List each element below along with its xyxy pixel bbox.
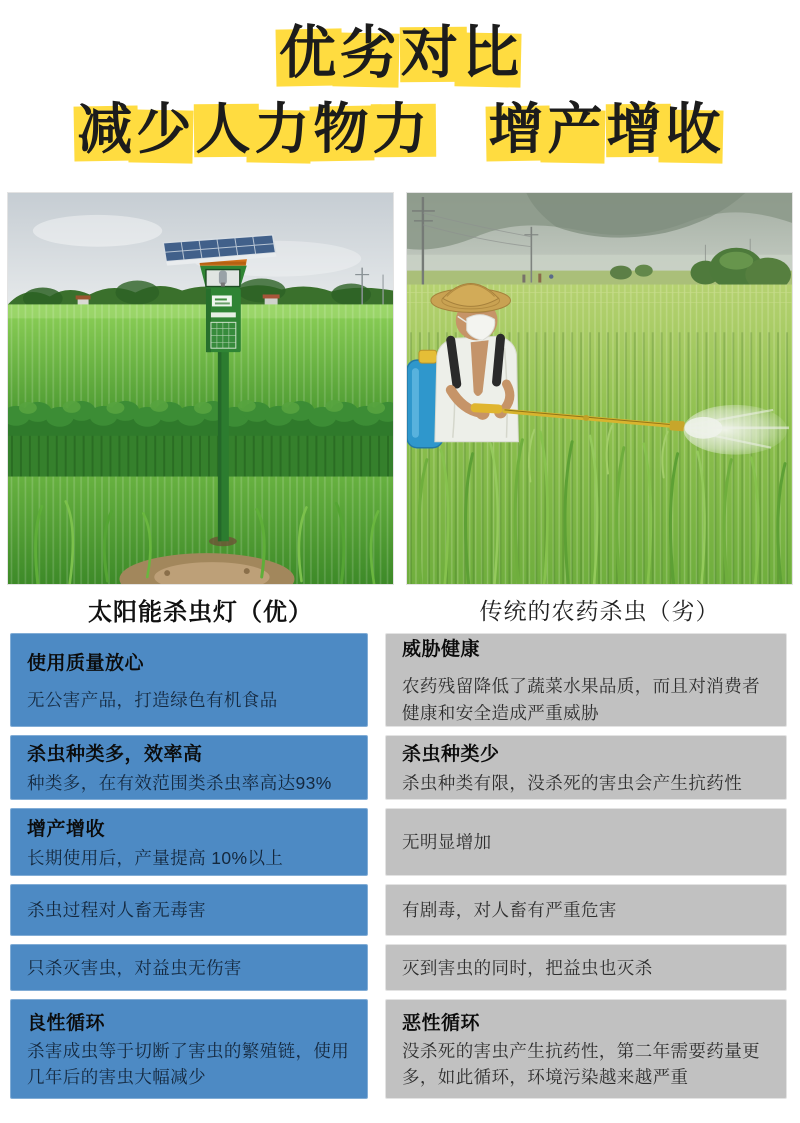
- spray-handle: [470, 403, 502, 414]
- card-body: 没杀死的害虫产生抗药性，第二年需要药量更多，如此循环，环境污染越来越严重: [402, 1040, 760, 1088]
- pesticide-spraying-photo: [406, 192, 793, 585]
- advantage-card-2: [10, 735, 368, 800]
- card-title: 威胁健康: [402, 639, 481, 661]
- page-header: [0, 0, 800, 162]
- card-body: 杀虫过程对人畜无毒害: [27, 900, 206, 921]
- disadvantages-column: [385, 633, 787, 1107]
- right-photo-caption: 传统的农药杀虫（劣）: [479, 598, 720, 624]
- card-body: 只杀灭害虫，对益虫无伤害: [27, 957, 242, 978]
- disadvantage-card-2: [385, 735, 787, 800]
- advantage-card-1: [10, 633, 368, 727]
- advantage-card-4: [10, 884, 368, 936]
- pesticide-illustration: [407, 193, 792, 584]
- disadvantage-card-1: [385, 633, 787, 727]
- photo-row: [0, 192, 800, 585]
- card-title: 杀虫种类少: [402, 744, 500, 766]
- solar-lamp-photo: [7, 192, 394, 585]
- card-title: 良性循环: [27, 1012, 106, 1034]
- advantage-card-5: [10, 944, 368, 991]
- card-body: 无公害产品，打造绿色有机食品: [27, 689, 278, 710]
- card-body: 种类多，在有效范围类杀虫率高达93%: [27, 773, 332, 794]
- card-title: 杀虫种类多，效率高: [27, 744, 203, 766]
- card-title: 恶性循环: [402, 1012, 481, 1034]
- card-body: 农药残留降低了蔬菜水果品质，而且对消费者健康和安全造成严重威胁: [402, 676, 760, 723]
- disadvantage-card-6: [385, 999, 787, 1099]
- card-title: 使用质量放心: [27, 652, 145, 674]
- title-line-2: 减 少 人 力 物 力 增 产 增 收: [0, 97, 800, 162]
- card-body: 杀害成虫等于切断了害虫的繁殖链，使用几年后的害虫大幅减少: [27, 1040, 350, 1088]
- title-line-1: 优 劣 对 比: [0, 20, 800, 87]
- caption-row: [0, 585, 800, 633]
- card-body: 灭到害虫的同时，把益虫也灭杀: [402, 957, 653, 978]
- card-title: 增产增收: [27, 818, 106, 840]
- card-body: 无明显增加: [402, 832, 492, 853]
- spray-nozzle: [669, 421, 685, 432]
- advantage-card-3: [10, 808, 368, 876]
- advantage-card-6: [10, 999, 368, 1099]
- card-body: 杀虫种类有限，没杀死的害虫会产生抗药性: [402, 773, 743, 794]
- solar-lamp-illustration: [8, 193, 393, 584]
- advantages-column: [10, 633, 368, 1107]
- comparison-section: [0, 633, 800, 1107]
- card-body: 有剧毒，对人畜有严重危害: [402, 900, 617, 921]
- disadvantage-card-4: [385, 884, 787, 936]
- disadvantage-card-3: [385, 808, 787, 876]
- disadvantage-card-5: [385, 944, 787, 991]
- card-body: 长期使用后，产量提高 10%以上: [27, 847, 284, 868]
- left-photo-caption: 太阳能杀虫灯（优）: [88, 598, 313, 626]
